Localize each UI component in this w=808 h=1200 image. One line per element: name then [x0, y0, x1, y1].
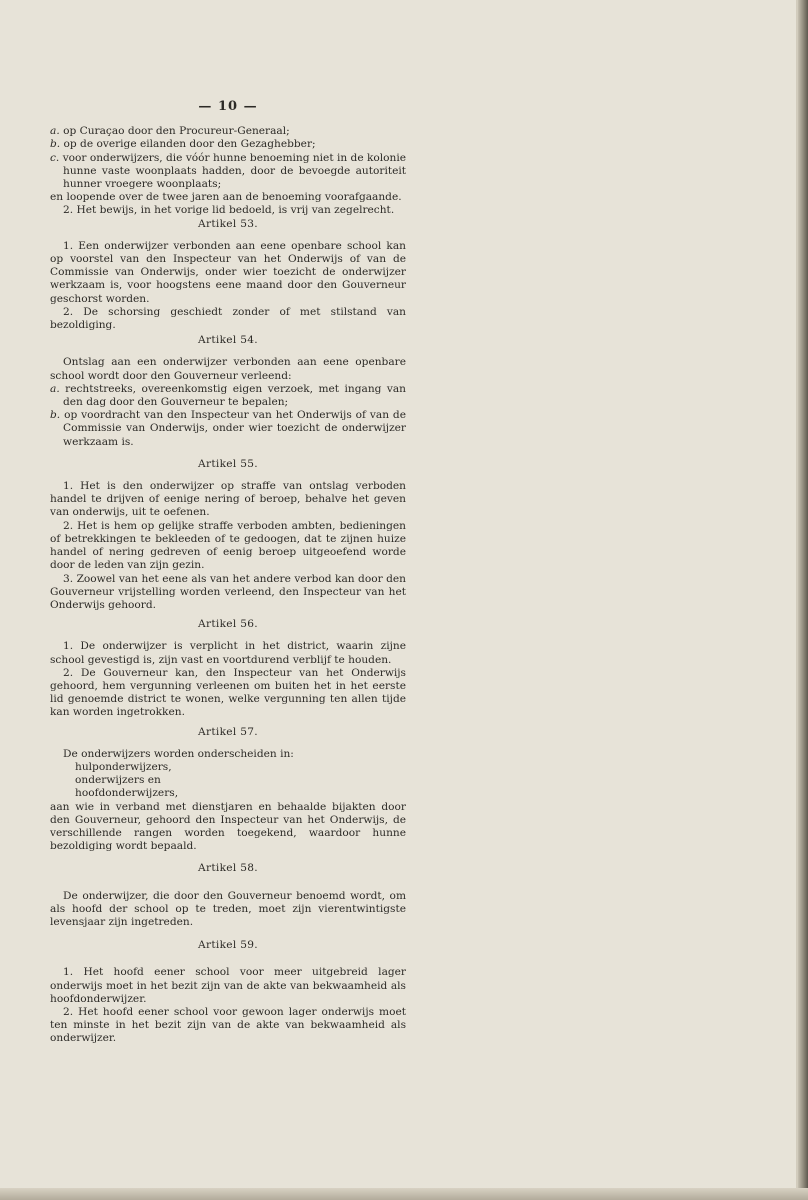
article-54-intro: Ontslag aan een onderwijzer verbonden aan eene openbare school wordt door den Gouverneur verleend: [50, 356, 406, 382]
item-text: voor onderwijzers, die vóór hunne benoeming niet in de kolonie hunne vaste woonplaats hadden, door de bevoegde autoriteit hunner vroegere woonplaats; [62, 151, 406, 191]
item-letter: a. [50, 125, 60, 138]
binding-edge [798, 0, 808, 1200]
article-55-heading: Artikel 55. [198, 457, 258, 470]
article-55-paragraph-3: 3. Zoowel van het eene als van het andere verbod kan door den Gouverneur vrijstelling worden verleend, den Inspecteur van het Onderwijs gehoord. [50, 572, 406, 611]
article-55-paragraph-2: 2. Het is hem op gelijke straffe verboden ambten, bedieningen of betrekkingen te bekleeden of te gedoogen, dat te zijnen huize handel of nering gedreven of eenig beroep uitgeoefend worde door de leden van zijn gezin. [50, 519, 406, 572]
item-letter: b. [50, 409, 61, 422]
article-57-heading: Artikel 57. [198, 725, 258, 738]
article-53-paragraph-1: 1. Een onderwijzer verbonden aan eene openbare school kan op voorstel van den Inspecteur van het Onderwijs of van de Commissie van Onderwijs, onder wier toezicht de onderwijzer werkzaam is, voor hoogstens eene maand door den Gouverneur geschorst worden. [50, 239, 406, 305]
item-letter: b. [50, 138, 61, 151]
intro-section [50, 125, 406, 217]
text-column [50, 100, 406, 1046]
rank-item: onderwijzers en [75, 774, 161, 787]
article-58-heading: Artikel 58. [198, 862, 258, 875]
intro-tail: en loopende over de twee jaren aan de benoeming voorafgaande. [50, 191, 402, 204]
article-59-heading: Artikel 59. [198, 939, 258, 952]
article-54-heading: Artikel 54. [198, 334, 258, 347]
article-56-paragraph-1: 1. De onderwijzer is verplicht in het district, waarin zijne school gevestigd is, zijn vast en voortdurend verblijf te houden. [50, 640, 406, 666]
article-57-intro: De onderwijzers worden onderscheiden in: [63, 747, 294, 760]
rank-item: hoofdonderwijzers, [75, 787, 179, 800]
item-text: op Curaçao door den Procureur-Generaal; [63, 125, 290, 138]
article-59-paragraph-1: 1. Het hoofd eener school voor meer uitgebreid lager onderwijs moet in het bezit zijn van de akte van bekwaamheid als hoofdonderwijzer. [50, 966, 406, 1005]
item-letter: c. [50, 151, 60, 164]
list-item [50, 383, 406, 409]
item-letter: a. [50, 382, 60, 395]
list-item [50, 138, 406, 151]
article-56-heading: Artikel 56. [198, 618, 258, 631]
article-56-paragraph-2: 2. De Gouverneur kan, den Inspecteur van het Onderwijs gehoord, hem vergunning verleenen om buiten het in het eerste lid genoemde district te wonen, welke vergunning ten allen tijde kan worden ingetrokken. [50, 666, 406, 719]
item-text: rechtstreeks, overeenkomstig eigen verzoek, met ingang van den dag door den Gouverneur te bepalen; [63, 382, 406, 409]
article-53-paragraph-2: 2. De schorsing geschiedt zonder of met stilstand van bezoldiging. [50, 305, 406, 332]
article-58-paragraph-1: De onderwijzer, die door den Gouverneur benoemd wordt, om als hoofd der school op te treden, moet zijn vierentwintigste levensjaar zijn ingetreden. [50, 889, 406, 928]
bottom-edge [0, 1188, 808, 1200]
list-item [50, 409, 406, 449]
rank-item: hulponderwijzers, [75, 760, 172, 773]
item-text: op de overige eilanden door den Gezaghebber; [63, 138, 316, 151]
page-number: — 10 — [198, 99, 258, 114]
list-item [50, 152, 406, 192]
item-text: op voordracht van den Inspecteur van het Onderwijs of van de Commissie van Onderwijs, onder wier toezicht de onderwijzer werkzaam is. [63, 409, 406, 448]
list-item [50, 125, 406, 138]
article-57-tail: aan wie in verband met dienstjaren en behaalde bijakten door den Gouverneur, gehoord den Inspecteur van het Onderwijs, de verschillende rangen worden toegekend, waardoor hunne bezoldiging wordt bepaald. [50, 800, 406, 853]
article-53-heading: Artikel 53. [198, 217, 258, 230]
article-55-paragraph-1: 1. Het is den onderwijzer op straffe van ontslag verboden handel te drijven of eenige nering of beroep, behalve het geven van onderwijs, uit te oefenen. [50, 480, 406, 519]
intro-paragraph-2: 2. Het bewijs, in het vorige lid bedoeld, is vrij van zegelrecht. [63, 204, 395, 217]
article-59-paragraph-2: 2. Het hoofd eener school voor gewoon lager onderwijs moet ten minste in het bezit zijn van de akte van bekwaamheid als onderwijzer. [50, 1005, 406, 1045]
